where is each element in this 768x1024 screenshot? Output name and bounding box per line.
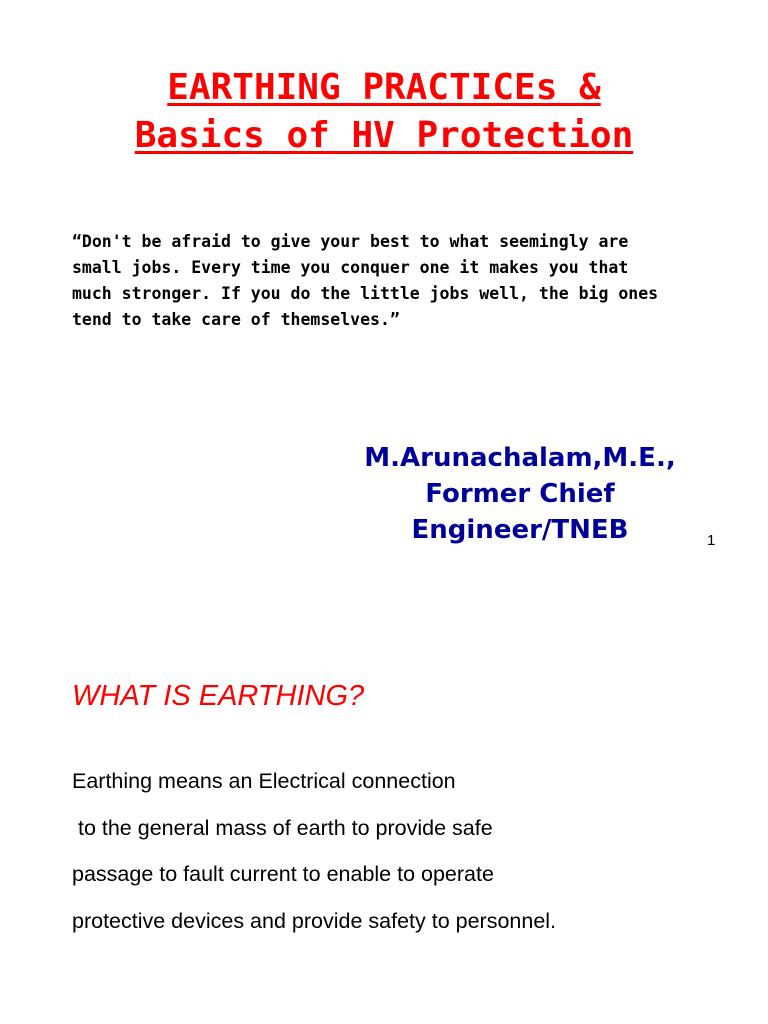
quote-line: “Don't be afraid to give your best to what seemingly are [72,232,629,251]
paragraph-line: Earthing means an Electrical connection [72,769,456,793]
title-line-2: Basics of HV Protection [134,115,634,156]
paragraph-line: to the general mass of earth to provide safe [72,815,493,840]
quote-line: much stronger. If you do the little jobs well, the big ones [72,284,659,303]
quote-line: tend to take care of themselves.” [72,310,400,329]
page-number: 1 [707,532,716,549]
author-block [300,440,740,548]
author-title: Former Chief [425,479,615,509]
paragraph-line: protective devices and provide safety to personnel. [72,908,557,933]
quote-line: small jobs. Every time you conquer one it makes you that [72,258,629,277]
paragraph-line: passage to fault current to enable to operate [72,862,494,886]
author-name: M.Arunachalam,M.E., [364,443,676,473]
definition-slide [0,590,768,1024]
section-heading: WHAT IS EARTHING? [72,680,365,712]
title-line-1: EARTHING PRACTICEs & [167,67,601,108]
quote [72,229,712,333]
author-organization: Engineer/TNEB [411,515,629,545]
definition-paragraph [72,758,752,944]
